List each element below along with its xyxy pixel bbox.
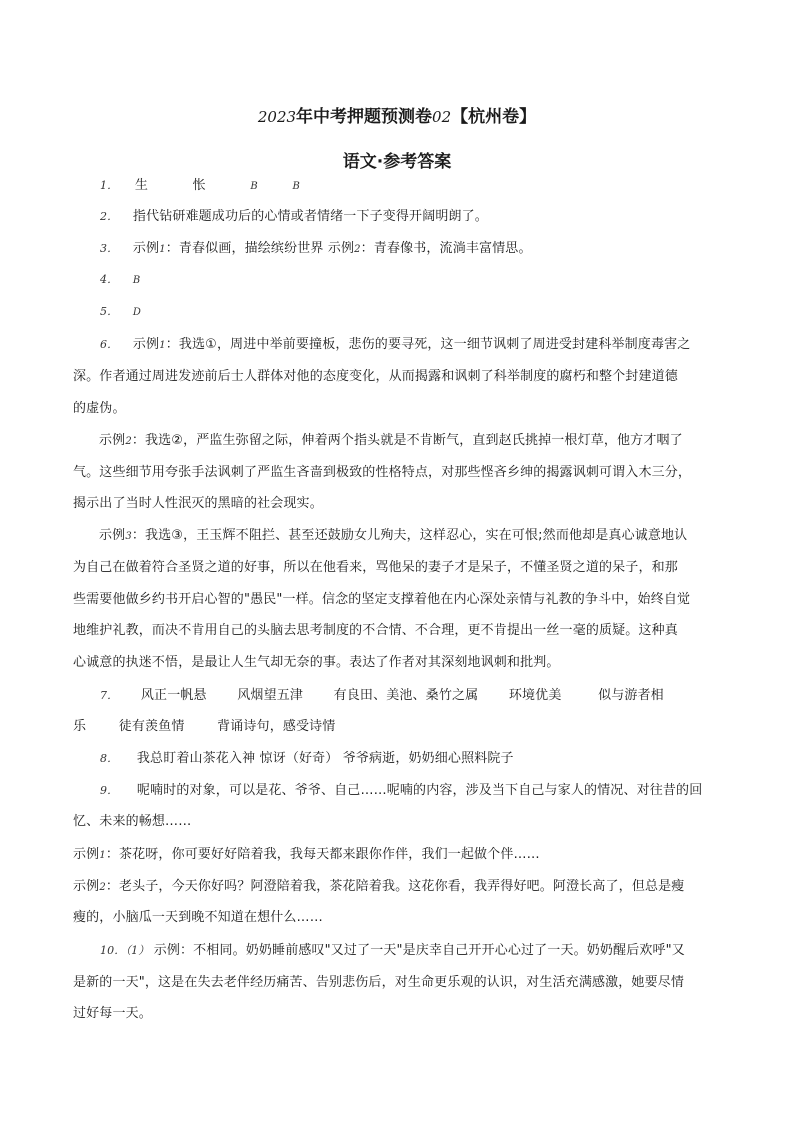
answer-6-line: 心诚意的执迷不悟，是最让人生气却无奈的事。表达了作者对其深刻地讽刺和批判。 <box>73 655 560 670</box>
answer-9-example-2: 示例2：老头子，今天你好吗？阿澄陪着我，茶花陪着我。这花你看，我弄得好吧。阿澄长高了，但总是瘦 <box>73 879 685 894</box>
answer-2: 2． 指代钻研难题成功后的心情或者情绪一下子变得开阔明朗了。 <box>100 209 488 224</box>
title-year: 2023 <box>257 108 297 126</box>
answer-6-line: 为自己在做着符合圣贤之道的好事，所以在他看来，骂他呆的妻子才是呆子，不懂圣贤之道的呆子，和那 <box>73 560 678 575</box>
answer-9-example-1: 示例1：茶花呀，你可要好好陪着我，我每天都来跟你作伴，我们一起做个伴…… <box>73 847 540 862</box>
answer-7: 7． 风正一帆悬 风烟望五津 有良田、美池、桑竹之属 环境优美 似与游者相 <box>100 688 664 703</box>
answer-10-line: 是新的一天"，这是在失去老伴经历痛苦、告别悲伤后，对生命更乐观的认识，对生活充满感激，她要尽情 <box>73 975 685 990</box>
answer-8: 8． 我总盯着山茶花入神 惊讶（好奇） 爷爷病逝，奶奶细心照料院子 <box>100 751 514 766</box>
title-main: 年中考押题预测卷 <box>296 107 433 127</box>
page-title <box>0 102 794 127</box>
answer-1: 1． 生 怅 B B <box>100 178 300 193</box>
answer-6-line: 的虚伪。 <box>73 401 126 416</box>
answer-7-cont: 乐 徒有羡鱼情 背诵诗句，感受诗情 <box>73 719 336 734</box>
answer-9: 9． 呢喃时的对象，可以是花、爷爷、自己……呢喃的内容，涉及当下自己与家人的情况、对往昔的回 <box>100 783 703 798</box>
answer-1-d: B <box>292 181 300 192</box>
answer-6-example-3: 示例3：我选③，王玉辉不阻拦、甚至还鼓励女儿殉夫，这样忍心，实在可恨;然而他却是真心诚意地认 <box>99 528 688 543</box>
answer-6-line: 揭示出了当时人性泯灭的黑暗的社会现实。 <box>73 496 323 511</box>
answer-6-line: 地维护礼教，而决不肯用自己的头脑去思考制度的不合情、不合理，更不肯提出一丝一毫的质疑。这种真 <box>73 623 678 638</box>
answer-10: 10．（1） 示例：不相同。奶奶睡前感叹"又过了一天"是庆幸自己开开心心过了一天。奶奶醒后欢呼"又 <box>100 943 685 958</box>
answer-1-b: 怅 <box>192 178 206 193</box>
answer-6-line: 深。作者通过周进发迹前后士人群体对他的态度变化，从而揭露和讽刺了科举制度的腐朽和整个封建道德 <box>73 369 678 384</box>
title-region: 【杭州卷】 <box>451 107 537 127</box>
answer-6-line: 些需要他做乡约书开启心智的"愚民"一样。信念的坚定支撑着他在内心深处亲情与礼教的争斗中，始终自觉 <box>73 592 691 607</box>
answer-9-line: 忆、未来的畅想…… <box>73 814 192 829</box>
answer-5: 5． D <box>100 305 142 318</box>
answer-6-example-2: 示例2：我选②，严监生弥留之际，伸着两个指头就是不肯断气，直到赵氏挑掉一根灯草，他方才咽了 <box>99 433 683 448</box>
answer-6-line: 气。这些细节用夸张手法讽刺了严监生吝啬到极致的性格特点，对那些悭吝乡绅的揭露讽刺可谓入木三分， <box>73 465 692 480</box>
answer-3: 3． 示例1：青春似画，描绘缤纷世界 示例2：青春像书，流淌丰富情思。 <box>100 241 532 256</box>
answer-9-line: 瘦的，小脑瓜一天到晚不知道在想什么…… <box>73 910 323 925</box>
answer-1-c: B <box>250 181 258 192</box>
title-code: 02 <box>432 108 452 126</box>
answer-1-a: 生 <box>134 178 149 193</box>
answer-6-example-1: 6． 示例1：我选①，周进中举前要撞板，悲伤的要寻死，这一细节讽刺了周进受封建科举制度毒害之 <box>100 337 691 352</box>
page-subtitle: 语文·参考答案 <box>342 152 452 172</box>
answer-4: 4． B <box>100 273 141 286</box>
answer-10-line: 过好每一天。 <box>73 1006 152 1021</box>
